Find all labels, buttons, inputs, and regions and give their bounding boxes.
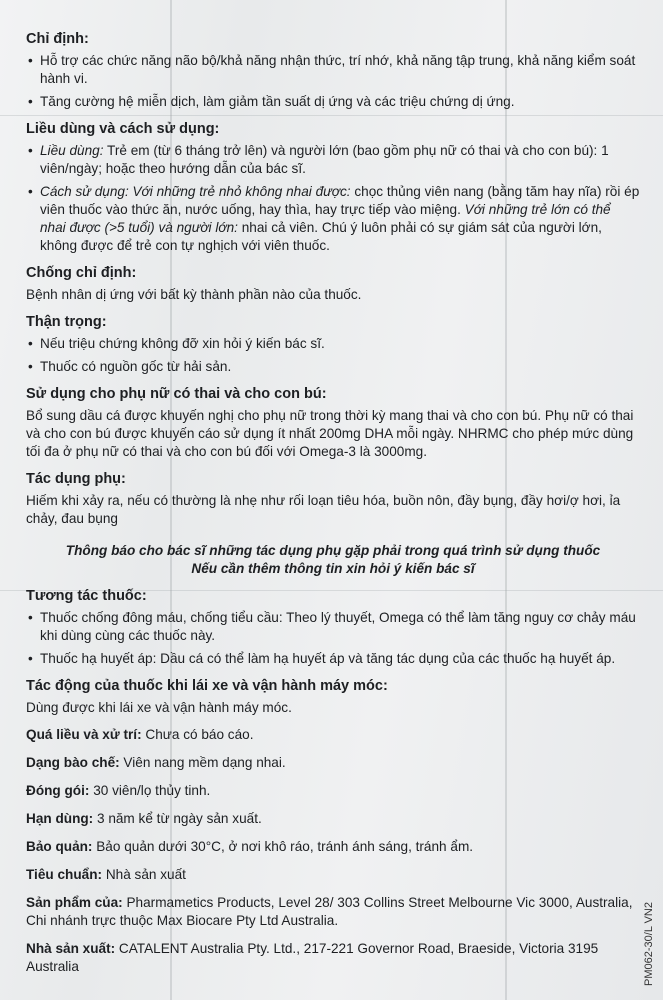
use-label: Cách sử dụng: bbox=[40, 184, 129, 199]
list-item: • Hỗ trợ các chức năng não bộ/khả năng nhận thức, trí nhớ, khả năng tập trung, khả năng kiểm soát hành vi. bbox=[26, 52, 640, 88]
heading-pregnancy: Sử dụng cho phụ nữ có thai và cho con bú: bbox=[26, 386, 327, 402]
driving-text: Dùng được khi lái xe và vận hành máy móc. bbox=[26, 700, 292, 715]
section-precautions bbox=[26, 313, 640, 376]
standard-line bbox=[26, 866, 640, 884]
leaflet-content bbox=[26, 30, 640, 986]
use-italic-1: Với những trẻ nhỏ không nhai được: bbox=[128, 184, 351, 199]
shelf-life-text: 3 năm kể từ ngày sản xuất. bbox=[93, 811, 262, 826]
overdose-text: Chưa có báo cáo. bbox=[141, 727, 254, 742]
storage-label: Bảo quản: bbox=[26, 839, 93, 854]
heading-indications: Chỉ định: bbox=[26, 31, 89, 47]
section-dosage bbox=[26, 120, 640, 255]
list-item: • Thuốc hạ huyết áp: Dầu cá có thể làm hạ huyết áp và tăng tác dụng của các thuốc hạ huyết áp. bbox=[26, 650, 640, 668]
use-text-2: nhai cả viên. Chú ý luôn phải có sự giám sát của người lớn, không được để trẻ con tự nghịch với viên thuốc. bbox=[40, 220, 602, 253]
side-code: PM062-30/L VN2 bbox=[643, 902, 655, 986]
heading-precautions: Thận trọng: bbox=[26, 314, 107, 330]
dosage-form-line bbox=[26, 754, 640, 772]
section-contraindications bbox=[26, 264, 640, 304]
list-item: • Tăng cường hệ miễn dịch, làm giảm tần suất dị ứng và các triệu chứng dị ứng. bbox=[26, 93, 640, 111]
dosage-form-text: Viên nang mềm dạng nhai. bbox=[119, 755, 286, 770]
dose-text: Trẻ em (từ 6 tháng trở lên) và người lớn (bao gồm phụ nữ có thai và cho con bú): 1 viên/ngày; hoặc theo hướng dẫn của bác sĩ. bbox=[40, 143, 609, 176]
use-text-1: chọc thủng viên nang (bằng tăm hay nĩa) rồi ép viên thuốc vào thức ăn, nước uống, hay thìa, hay trực tiếp vào miệng. bbox=[40, 184, 640, 217]
dose-label: Liều dùng: bbox=[40, 143, 104, 158]
manufacturer-text: CATALENT Australia Pty. Ltd., 217-221 Governor Road, Braeside, Victoria 3195 Australia bbox=[26, 941, 599, 974]
list-item: • Nếu triệu chứng không đỡ xin hỏi ý kiến bác sĩ. bbox=[26, 335, 640, 353]
shelf-life-line bbox=[26, 810, 640, 828]
contraindications-text: Bệnh nhân dị ứng với bất kỳ thành phần nào của thuốc. bbox=[26, 287, 362, 302]
manufacturer-line bbox=[26, 940, 640, 976]
product-of-line bbox=[26, 894, 640, 930]
notice-line-1: Thông báo cho bác sĩ những tác dụng phụ gặp phải trong quá trình sử dụng thuốc bbox=[65, 543, 601, 558]
heading-contraindications: Chống chỉ định: bbox=[26, 265, 137, 281]
storage-line bbox=[26, 838, 640, 856]
list-item bbox=[26, 183, 640, 255]
list-item bbox=[26, 142, 640, 178]
heading-driving: Tác động của thuốc khi lái xe và vận hành máy móc: bbox=[26, 678, 388, 694]
section-pregnancy bbox=[26, 385, 640, 461]
manufacturer-label: Nhà sản xuất: bbox=[26, 941, 116, 956]
use-italic-2: Với những trẻ lớn có thể nhai được (>5 tuổi) và người lớn: bbox=[40, 202, 611, 235]
section-side-effects bbox=[26, 470, 640, 528]
list-item: • Thuốc chống đông máu, chống tiểu cầu: Theo lý thuyết, Omega có thể làm tăng nguy cơ chảy máu khi dùng cùng các thuốc này. bbox=[26, 609, 640, 645]
storage-text: Bảo quản dưới 30°C, ở nơi khô ráo, tránh ánh sáng, tránh ẩm. bbox=[92, 839, 474, 854]
heading-interactions: Tương tác thuốc: bbox=[26, 588, 147, 604]
packaging-text: 30 viên/lọ thủy tinh. bbox=[89, 783, 211, 798]
side-effects-text: Hiếm khi xảy ra, nếu có thường là nhẹ như rối loạn tiêu hóa, buồn nôn, đầy bụng, đầy hơi/ợ hơi, ỉa chảy, đau bụng bbox=[26, 493, 621, 526]
product-of-label: Sản phẩm của: bbox=[26, 895, 123, 910]
section-notice bbox=[26, 542, 640, 578]
shelf-life-label: Hạn dùng: bbox=[26, 811, 94, 826]
heading-dosage: Liều dùng và cách sử dụng: bbox=[26, 121, 220, 137]
section-interactions bbox=[26, 587, 640, 668]
standard-label: Tiêu chuẩn: bbox=[26, 867, 103, 882]
packaging-line bbox=[26, 782, 640, 800]
list-item: • Thuốc có nguồn gốc từ hải sản. bbox=[26, 358, 640, 376]
heading-side-effects: Tác dụng phụ: bbox=[26, 471, 126, 487]
pregnancy-text: Bổ sung dầu cá được khuyến nghị cho phụ nữ trong thời kỳ mang thai và cho con bú. Phụ nữ có thai và cho con bú được khuyến cáo sử dụng ít nhất 200mg DHA mỗi ngày. NHRMC cho phép mức dùng tối đa ở phụ nữ có thai và cho con bú đối với Omega-3 là 3000mg. bbox=[26, 408, 634, 459]
section-indications bbox=[26, 30, 640, 111]
product-of-text: Pharmametics Products, Level 28/ 303 Collins Street Melbourne Vic 3000, Australia, Chi nhánh trực thuộc Max Biocare Pty Ltd Australia. bbox=[26, 895, 633, 928]
section-driving bbox=[26, 677, 640, 717]
standard-text: Nhà sản xuất bbox=[102, 867, 186, 882]
dosage-form-label: Dạng bào chế: bbox=[26, 755, 120, 770]
overdose-line bbox=[26, 726, 640, 744]
notice-line-2: Nếu cần thêm thông tin xin hỏi ý kiến bác sĩ bbox=[191, 561, 475, 576]
overdose-label: Quá liều và xử trí: bbox=[26, 727, 142, 742]
packaging-label: Đóng gói: bbox=[26, 783, 90, 798]
